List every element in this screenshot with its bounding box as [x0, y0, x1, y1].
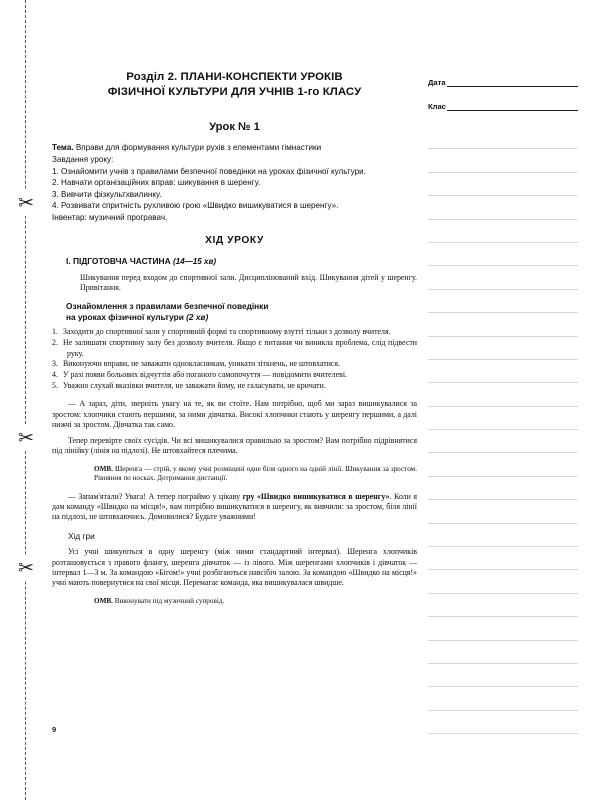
- rule-text: У разі появи больових відчуттів або поганого самопочуття — повідомити вчителеві.: [63, 370, 347, 380]
- class-field-row[interactable]: [428, 102, 578, 111]
- omb-text: Шеренга — стрій, у якому учні розміщені одне біля одного на одній лінії. Шикування за зростом. Рівняння по носках. Дотримання дистанції.: [94, 464, 417, 483]
- task-item: 2. Навчати організаційних вправ: шикування в шеренгу.: [52, 178, 261, 188]
- ruled-line[interactable]: [428, 500, 578, 523]
- rule-text: Заходити до спортивної зали у спортивній формі та спортивному взутті тільки з дозволу вчителя.: [63, 327, 391, 337]
- course-heading: ХІД УРОКУ: [205, 234, 264, 246]
- ruled-line[interactable]: [428, 173, 578, 196]
- ruled-note-lines[interactable]: [428, 126, 578, 734]
- ruled-line[interactable]: [428, 220, 578, 243]
- safety-rule-item: [52, 338, 417, 359]
- ruled-line[interactable]: [428, 477, 578, 500]
- safety-rule-item: [52, 359, 417, 369]
- chapter-title: [52, 70, 417, 99]
- ruled-line[interactable]: [428, 594, 578, 617]
- speech-3-part-a: — Запам'ятали? Увага! А тепер пограймо у цікаву: [68, 491, 243, 501]
- task-item: 3. Вивчити фізкультхвилинку.: [52, 189, 162, 199]
- omb-label: ОМВ.: [94, 464, 113, 473]
- safety-rule-item: [52, 327, 417, 337]
- ruled-line[interactable]: [428, 547, 578, 570]
- rule-number: 4.: [52, 370, 58, 380]
- rule-text: Виконуючи вправи, не заважати однокласникам, уникати зіткнень, не штовхатися.: [63, 359, 341, 369]
- safety-heading-line-2: на уроках фізичної культури: [66, 311, 184, 322]
- theme-text: Вправи для формування культури рухів з елементами гімнастики: [75, 143, 322, 152]
- ruled-line[interactable]: [428, 266, 578, 289]
- chapter-title-line-2: ФІЗИЧНОЇ КУЛЬТУРИ ДЛЯ УЧНІВ 1-го КЛАСУ: [107, 85, 362, 98]
- part-one-heading: [52, 256, 417, 266]
- omb-note-2: [52, 597, 417, 606]
- safety-heading-line-1: Ознайомлення з правилами безпечної поведінки: [66, 301, 269, 312]
- page-number: 9: [52, 725, 57, 734]
- scissors-icon: ✂: [13, 555, 39, 581]
- lesson-number: Урок № 1: [209, 121, 260, 133]
- ruled-line[interactable]: [428, 453, 578, 476]
- omb-label: ОМВ.: [94, 596, 113, 605]
- ruled-line[interactable]: [428, 711, 578, 734]
- task-item: 1. Ознайомити учнів з правилами безпечної поведінки на уроках фізичної культури.: [52, 166, 366, 176]
- ruled-line[interactable]: [428, 641, 578, 664]
- ruled-line[interactable]: [428, 687, 578, 710]
- inventory-label: Інвентар:: [52, 213, 87, 223]
- game-heading: Хід гри: [68, 531, 95, 542]
- rule-number: 2.: [52, 338, 58, 348]
- safety-heading: [52, 301, 417, 322]
- theme-line: [52, 142, 417, 153]
- ruled-line[interactable]: [428, 313, 578, 336]
- safety-rules-list: [52, 327, 417, 391]
- date-field-row[interactable]: [428, 78, 578, 87]
- rule-number: 5.: [52, 380, 58, 390]
- rule-number: 1.: [52, 327, 58, 337]
- ruled-line[interactable]: [428, 360, 578, 383]
- ruled-line[interactable]: [428, 407, 578, 430]
- ruled-line[interactable]: [428, 126, 578, 149]
- ruled-line[interactable]: [428, 617, 578, 640]
- rule-text: Уважно слухай вказівки вчителя, не заважати йому, не галасувати, не кричати.: [63, 380, 326, 390]
- ruled-line[interactable]: [428, 243, 578, 266]
- ruled-line[interactable]: [428, 524, 578, 547]
- part-one-title: І. ПІДГОТОВЧА ЧАСТИНА: [66, 255, 171, 266]
- scissors-icon: ✂: [13, 190, 39, 216]
- ruled-line[interactable]: [428, 383, 578, 406]
- notes-margin: [428, 78, 578, 734]
- safety-duration: (2 хв): [186, 311, 209, 322]
- rule-text: Не залишати спортивну залу без дозволу вчителя. Якщо є питання чи виникла проблема, слід підвести руку.: [63, 338, 417, 358]
- chapter-title-line-1: Розділ 2. ПЛАНИ-КОНСПЕКТИ УРОКІВ: [126, 71, 343, 83]
- game-description: Усі учні шикуються в одну шеренгу (між ними стандартний інтервал). Шеренга хлопчиків розташовується з правого флангу, шеренга дівчаток — із лівого. Між шеренгами хлопчиків і дівчаток — інтервал 1—3 м. За командою «Бігом!» учні розбігаються навсібіч залою. За командою «Швидко на місця!» учні мають повернутися на свої місця. Перемагає команда, яка вишикувалася швидше.: [52, 547, 417, 588]
- part-one-duration: (14—15 хв): [172, 256, 217, 266]
- omb-note-1: [52, 465, 417, 484]
- inventory-text: музичний програвач.: [89, 213, 168, 223]
- ruled-line[interactable]: [428, 664, 578, 687]
- teacher-speech-3: [52, 492, 417, 523]
- game-name-bold: гру «Швидко вишикуватися в шеренгу»: [242, 491, 390, 501]
- tasks-heading: Завдання уроку:: [52, 155, 114, 165]
- ruled-line[interactable]: [428, 290, 578, 313]
- date-write-line[interactable]: [447, 79, 578, 87]
- cut-line: [25, 0, 26, 800]
- ruled-line[interactable]: [428, 570, 578, 593]
- omb-text: Виконувати під музичний супровід.: [114, 596, 225, 605]
- teacher-speech-1: — А зараз, діти, зверніть увагу на те, як ви стоїте. Нам потрібно, щоб ми зараз вишикувалися за зростом: хлопчики стають першими, за ними дівчатка. Високі хлопчики стають у шеренгу першими, а далі нижчі за зростом. Дівчатка так само.: [52, 399, 417, 429]
- ruled-line[interactable]: [428, 337, 578, 360]
- date-label: Дата: [428, 78, 446, 87]
- ruled-line[interactable]: [428, 149, 578, 172]
- part-one-text: Шикування перед входом до спортивної зали. Дисциплінований вхід. Шикування дітей у шеренгу. Привітання.: [80, 272, 417, 293]
- safety-rule-item: [52, 370, 417, 380]
- theme-label: Тема.: [52, 143, 74, 152]
- scissors-icon: ✂: [13, 425, 39, 451]
- safety-rule-item: [52, 381, 417, 391]
- speech-3-part-b: . Коли я дам команду «Швидко на місця!», вам потрібно вишикуватися в шеренгу, як вивчили: за зростом, біля лінії на підлозі, не штовхаючись. Домовилися? Будьте уважними!: [52, 491, 417, 522]
- task-item: 4. Розвивати спритність рухливою грою «Швидко вишикуватися в шеренгу».: [52, 201, 339, 211]
- teacher-speech-2: Тепер перевірте своїх сусідів. Чи всі вишикувалися правильно за зростом? Вам потрібно підрівнятися під лінійку (лінія на підлозі). Не штовхайтеся плечима.: [52, 436, 417, 456]
- class-label: Клас: [428, 102, 446, 111]
- ruled-line[interactable]: [428, 196, 578, 219]
- class-write-line[interactable]: [447, 103, 578, 111]
- main-text-column: [52, 70, 417, 606]
- inventory-line: [52, 212, 417, 223]
- rule-number: 3.: [52, 359, 58, 369]
- ruled-line[interactable]: [428, 430, 578, 453]
